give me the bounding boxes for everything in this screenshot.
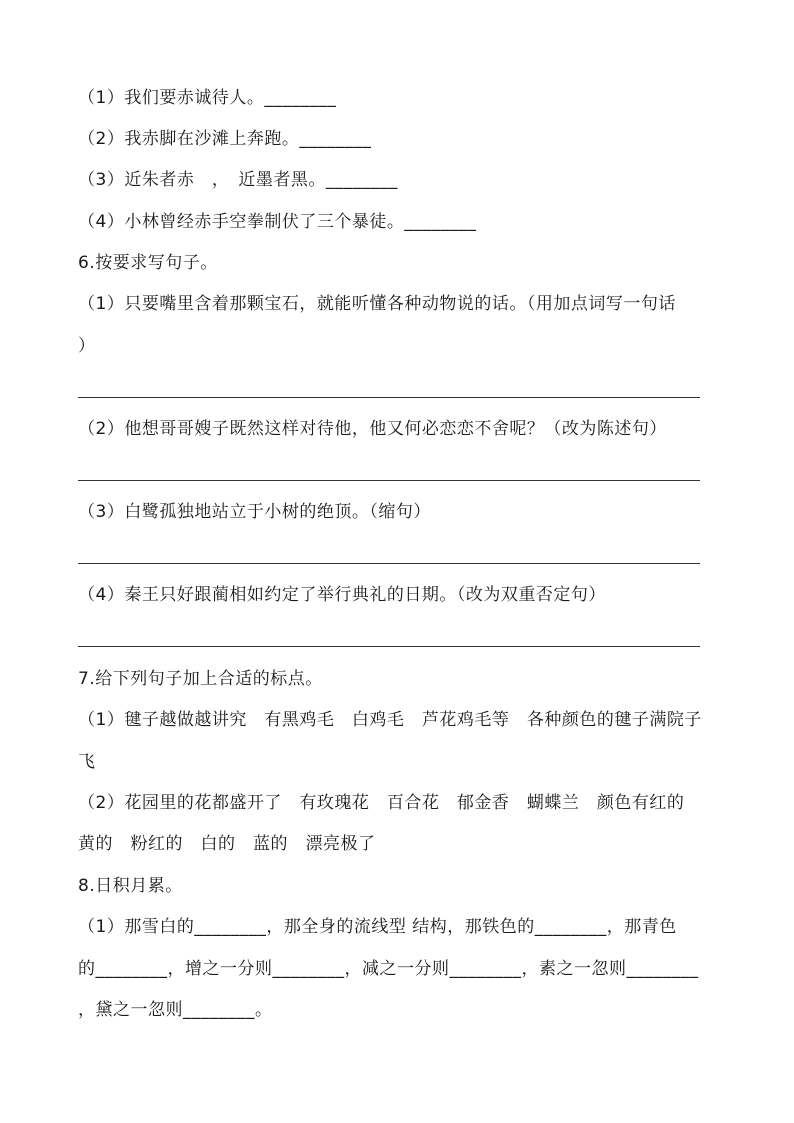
q7-item-2-line2: 黄的 粉红的 白的 蓝的 漂亮极了 [78,834,376,854]
q5-item-4: （4）小林曾经赤手空拳制伏了三个暴徒。________ [78,212,477,232]
q6-item-1-line1: （1）只要嘴里含着那颗宝石，就能听懂各种动物说的话。（用加点词写一句话 [78,294,676,314]
q7-item-1-line1: （1）毽子越做越讲究 有黑鸡毛 白鸡毛 芦花鸡毛等 各种颜色的毽子满院子 [78,710,702,730]
q7-heading: 7.给下列句子加上合适的标点。 [78,669,323,689]
q6-answer-line-2[interactable] [78,480,700,481]
q6-item-1-line2: ） [78,336,96,356]
q6-heading: 6.按要求写句子。 [78,253,218,273]
q5-item-3: （3）近朱者赤 ， 近墨者黑。________ [78,170,398,190]
q5-item-2: （2）我赤脚在沙滩上奔跑。________ [78,129,372,149]
q8-item-1-line2: 的________，增之一分则________，减之一分则________，素之一忽则________ [78,959,699,979]
q7-item-2-line1: （2）花园里的花都盛开了 有玫瑰花 百合花 郁金香 蝴蝶兰 颜色有红的 [78,793,685,813]
q6-item-3: （3）白鹭孤独地站立于小树的绝顶。（缩句） [78,502,431,522]
q6-answer-line-4[interactable] [78,646,700,647]
q8-item-1-line1: （1）那雪白的________，那全身的流线型 结构，那铁色的________，那青色 [78,917,677,937]
q6-item-4: （4）秦王只好跟蔺相如约定了举行典礼的日期。（改为双重否定句） [78,585,606,605]
q6-answer-line-3[interactable] [78,563,700,564]
q6-item-2: （2）他想哥哥嫂子既然这样对待他，他又何必恋恋不舍呢？（改为陈述句） [78,419,667,439]
q5-item-1: （1）我们要赤诚待人。________ [78,88,337,108]
q7-item-1-line2: 飞 [78,752,96,772]
q6-answer-line-1[interactable] [78,397,700,398]
q8-heading: 8.日积月累。 [78,876,183,896]
q8-item-1-line3: ，黛之一忽则________。 [78,1000,273,1020]
